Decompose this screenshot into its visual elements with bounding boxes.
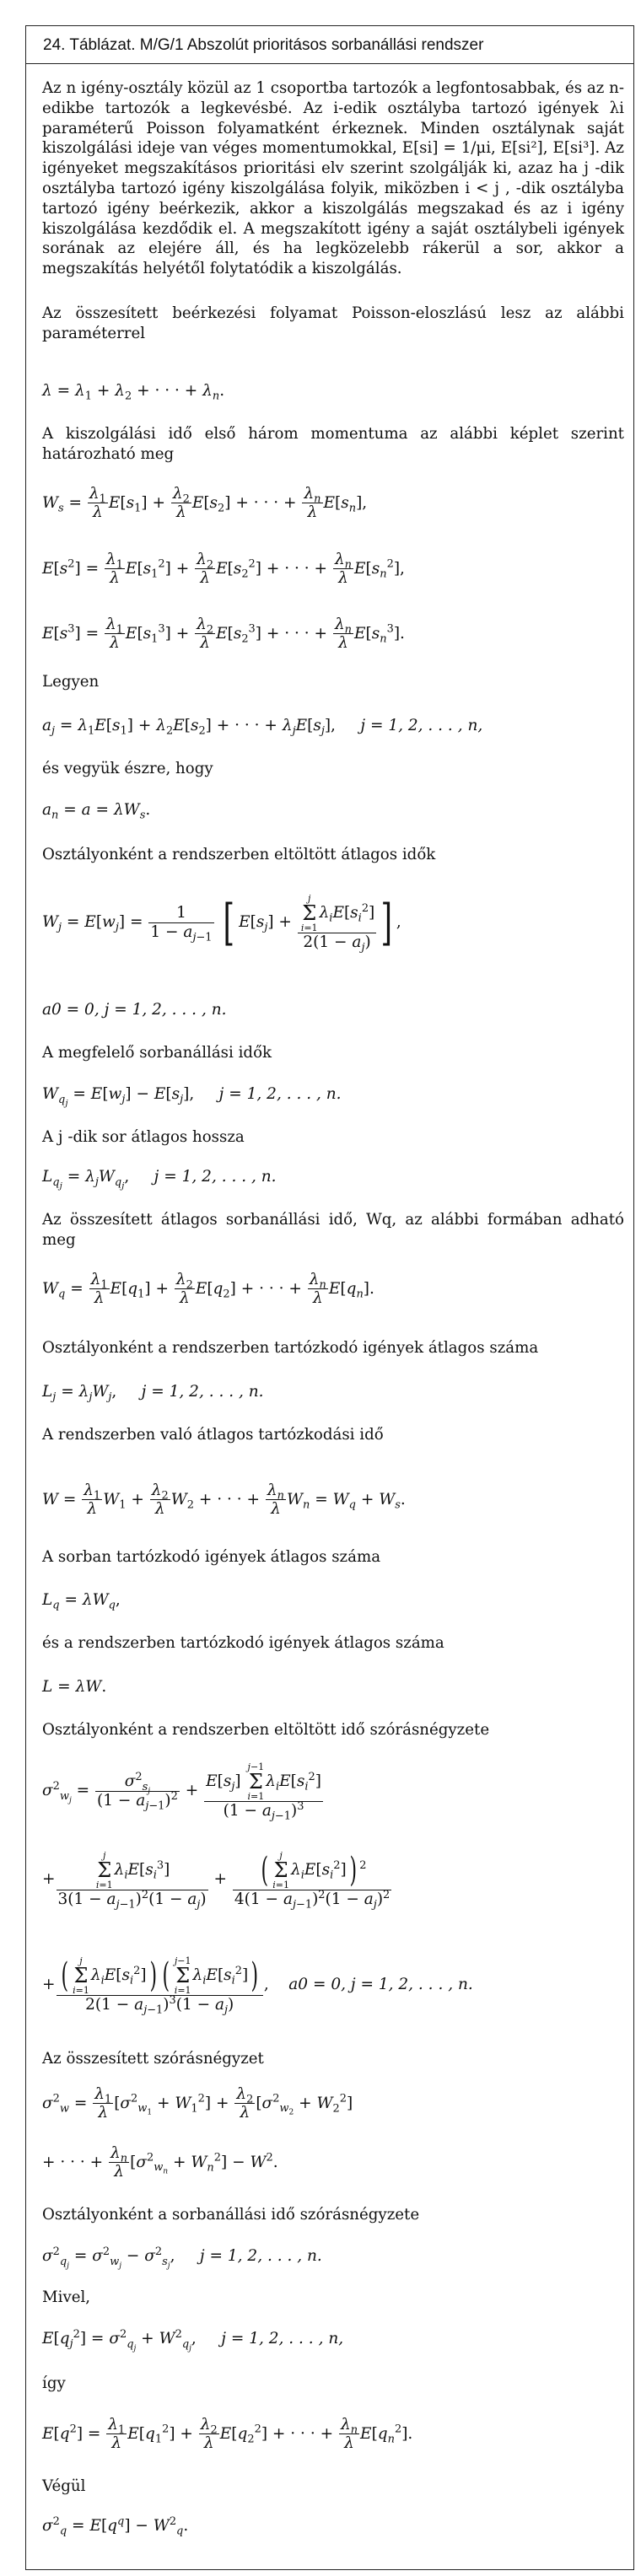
- a0-condition: [42, 1001, 227, 1019]
- lqj-equation: $L_{q_j} = \lambda_jW_{q_j}$, j = 1, 2, . . . , n.: [42, 1168, 277, 1191]
- l-equation: L = λW.: [42, 1678, 107, 1696]
- wqj-equation: $W_{q_j} = E[w_j] - E[s_j]$, j = 1, 2, . . . , n.: [42, 1085, 342, 1109]
- variance-total-text: Az összesített szórásnégyzet: [42, 2050, 264, 2068]
- table-title: 24. Táblázat. M/G/1 Abszolút prioritásos sorbanállási rendszer: [43, 36, 484, 54]
- moments-paragraph: A kiszolgálási idő első három momentuma az alábbi képlet szerint határozható meg: [42, 425, 624, 463]
- aj-range: j = 1, 2, . . . , n,: [360, 717, 483, 734]
- sigma-qj-equation: $\sigma^2_{q_j} = \sigma^2_{w_j} - \sigma^2_{s_j}$, j = 1, 2, . . . , n.: [42, 2245, 322, 2271]
- sigma-w-line1: $\sigma^2_w$ = $\frac{\lambda_1}{\lambda}$ $[\sigma^2_{w_1} + W_1^2]$ + $\frac{\lambda_2}{\lambda}$ $[\sigma^2_{w_2} + W_2^2]$: [42, 2085, 353, 2122]
- an-equation: $a_n = a = \lambda W_s$.: [42, 801, 151, 822]
- intro-paragraph: Az n igény-osztály közül az 1 csoportba tartozók a legfontosabbak, és az n-edikbe tartozók a legkevésbé. Az i-edik osztályba tartozó igények λi paraméterű Poisson folyamatként érkeznek. Minden osztálynak saját kiszolgálási ideje van véges momentumokkal, E[si] = 1/μi, E[si²], E[si³]. Az igényeket megszakításos prioritási elv szerint szolgálják ki, azaz ha j -dik osztályba tartozó igény kiszolgálása folyik, miközben i < j , -dik osztályba tartozó igény beérkezik, akkor a kiszolgálás megszakad és az i igény kiszolgálása kezdődik el. A megszakított igény a saját osztálybeli igények sorának az elejére áll, és ha legközelebb rákerül a sor, akkor a megszakítás helyétől folytatódik a kiszolgálás.: [42, 79, 624, 278]
- mivel-text: Mivel,: [42, 2288, 91, 2306]
- sigma-range: a0 = 0, j = 1, 2, . . . , n.: [288, 1976, 473, 1994]
- aj-equation: $a_j = \lambda_1E[s_1] + \lambda_2E[s_2]$ + · · · + $\lambda_jE[s_j]$, j = 1, 2, . . . , n,: [42, 717, 483, 738]
- eq2-equation: $E[q^2]$ = $\frac{\lambda_1}{\lambda}$ $E[q_1^2]$ + $\frac{\lambda_2}{\lambda}$ $E[q_2^2]$ + · · · + $\frac{\lambda_n}{\lambda}$ $E[q_n^2]$.: [42, 2416, 413, 2453]
- lj-equation: $L_j = \lambda_jW_j$, j = 1, 2, . . . , n.: [42, 1383, 264, 1404]
- variance-class-text: Osztályonként a rendszerben eltöltött idő szórásnégyzete: [42, 1721, 490, 1739]
- queue-times-text: A megfelelő sorbanállási idők: [42, 1044, 272, 1062]
- avg-count-text: Osztályonként a rendszerben tartózkodó igények átlagos száma: [42, 1339, 539, 1357]
- w-equation: W = $\frac{\lambda_1}{\lambda}$ $W_1$ + $\frac{\lambda_2}{\lambda}$ $W_2$ + · · · + $\frac{\lambda_n}{\lambda}$ $W_n = W_q + W_s$.: [42, 1482, 406, 1519]
- sigma-q-equation: $\sigma^2_q = E[q^q] - W^2_q$.: [42, 2514, 189, 2538]
- sigma-w-line2: + · · · + $\frac{\lambda_n}{\lambda}$ $[\sigma^2_{w_n} + W_n^2] - W^2$.: [42, 2144, 278, 2181]
- queue-count-text: A sorban tartózkodó igények átlagos száma: [42, 1548, 381, 1566]
- wq-equation: $W_q$ = $\frac{\lambda_1}{\lambda}$ $E[q_1]$ + $\frac{\lambda_2}{\lambda}$ $E[q_2]$ + · · · + $\frac{\lambda_n}{\lambda}$ $E[q_n]$.: [42, 1271, 374, 1308]
- lq-equation: $L_q = \lambda W_q$,: [42, 1591, 121, 1612]
- table-header: [26, 26, 633, 64]
- system-count-text: és a rendszerben tartózkodó igények átlagos száma: [42, 1634, 444, 1652]
- a0-range: a0 = 0, j = 1, 2, . . . , n.: [42, 1001, 227, 1019]
- queue-len-text: A j -dik sor átlagos hossza: [42, 1128, 245, 1146]
- lqj-range: j = 1, 2, . . . , n.: [154, 1168, 277, 1186]
- es2-equation: $E[s^2]$ = $\frac{\lambda_1}{\lambda}$ $E[s_1^2]$ + $\frac{\lambda_2}{\lambda}$ $E[s_2^2]$ + · · · + $\frac{\lambda_n}{\lambda}$ $E[s_n^2]$,: [42, 551, 405, 588]
- vegul-text: Végül: [42, 2477, 86, 2495]
- arrival-paragraph: Az összesített beérkezési folyamat Poisson-eloszlású lesz az alábbi paraméterrel: [42, 304, 624, 342]
- lambda-sum-equation: $\lambda = \lambda_1 + \lambda_2$ + · · · + $\lambda_n$.: [42, 382, 225, 403]
- note-an-text: és vegyük észre, hogy: [42, 760, 213, 777]
- sigma-wj-line3: + ( j Σ i=1 $\lambda_iE[s_i^2]$) ( j−1 Σ i=1 $\lambda_iE[s_i^2]$) $2(1 - a_{j-1})^3(1 - a_j)$ , a0 = 0, j = 1, 2, . . . , n.: [42, 1955, 473, 2017]
- igy-text: így: [42, 2374, 66, 2392]
- avg-sojourn-text: A rendszerben való átlagos tartózkodási idő: [42, 1426, 384, 1444]
- ws-equation: $W_s$ = $\frac{\lambda_1}{\lambda}$ $E[s_1]$ + $\frac{\lambda_2}{\lambda}$ $E[s_2]$ + · · · + $\frac{\lambda_n}{\lambda}$ $E[s_n]$,: [42, 485, 368, 522]
- es3-equation: $E[s^3]$ = $\frac{\lambda_1}{\lambda}$ $E[s_1^3]$ + $\frac{\lambda_2}{\lambda}$ $E[s_2^3]$ + · · · + $\frac{\lambda_n}{\lambda}$ $E[s_n^3]$.: [42, 616, 405, 653]
- lj-range: j = 1, 2, . . . , n.: [141, 1383, 264, 1401]
- eqj2-range: j = 1, 2, . . . , n,: [221, 2330, 344, 2347]
- sigma-wj-line1: $\sigma^2_{w_j}$ = $\frac{\sigma^2_{s_j}}{(1 - a_{j-1})^2}$ + $E[s_j]$ j−1 Σ i=1 $\lambda_iE[s_i^2]$ $(1 - a_{j-1})^3$: [42, 1761, 321, 1823]
- sigma-wj-line2: + j Σ i=1 $\lambda_iE[s_i^3]$ $3(1 - a_{j-1})^2(1 - a_j)$ + ( j Σ i=1 $\lambda_iE[s_i^2]$) $^2$ $4(1 - a_{j-1})^2(1 - a_j)^2$: [42, 1850, 391, 1912]
- avg-times-text: Osztályonként a rendszerben eltöltött átlagos idők: [42, 846, 436, 863]
- total-wait-text: Az összesített átlagos sorbanállási idő, Wq, az alábbi formában adható meg: [42, 1211, 624, 1249]
- variance-queue-text: Osztályonként a sorbanállási idő szórásnégyzete: [42, 2206, 420, 2224]
- eqj2-equation: $E[q_j^2] = \sigma^2_{q_j} + W^2_{q_j}$, j = 1, 2, . . . , n,: [42, 2327, 344, 2353]
- legyen-text: Legyen: [42, 673, 100, 691]
- wj-equation: $W_j = E[w_j]$ = $\frac{1}{1 - a_{j-1}}$ [ $E[s_j]$ + j Σ i=1 $\lambda_iE[s_i^2]$ $2(1 - a_j)$ ] ,: [42, 893, 401, 955]
- sigma-qj-range: j = 1, 2, . . . , n.: [199, 2247, 322, 2265]
- wqj-range: j = 1, 2, . . . , n.: [218, 1085, 342, 1103]
